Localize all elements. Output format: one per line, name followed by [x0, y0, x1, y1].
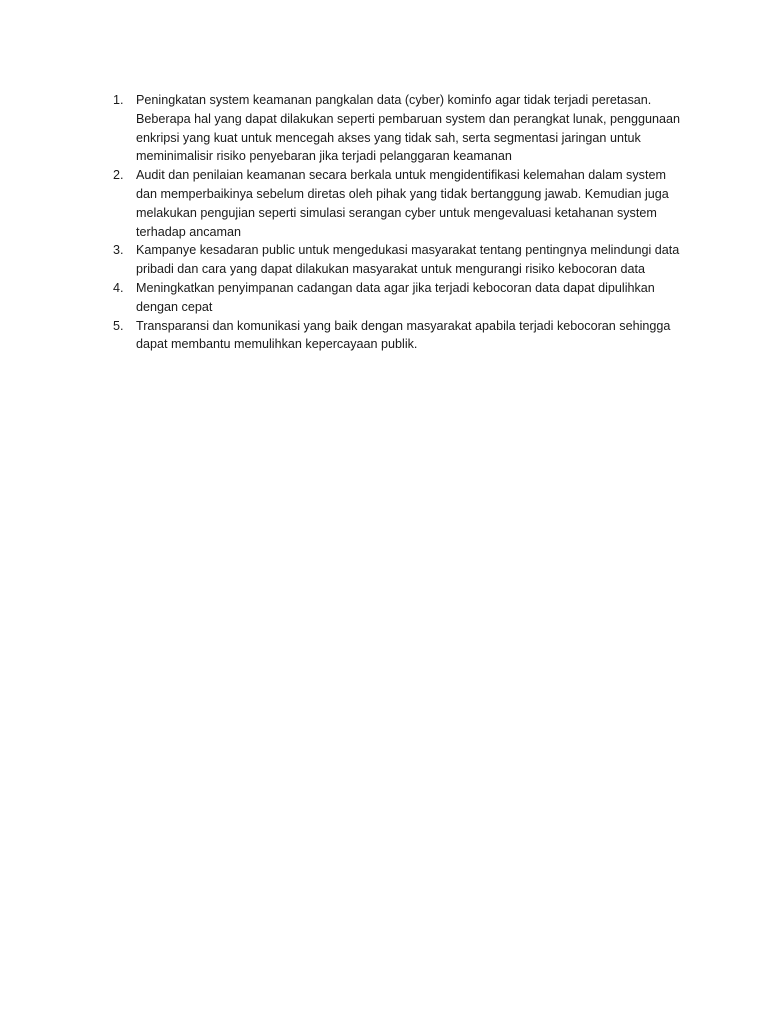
list-item-text: Kampanye kesadaran public untuk mengedukasi masyarakat tentang pentingnya melindungi data pribadi dan cara yang dapat dilakukan masyarakat untuk mengurangi risiko kebocoran data: [136, 243, 680, 277]
list-item-number: 5.: [113, 318, 124, 333]
list-item: [0, 166, 768, 241]
list-item-text: Meningkatkan penyimpanan cadangan data agar jika terjadi kebocoran data dapat dipulihkan dengan cepat: [136, 280, 655, 314]
list-item: [0, 91, 768, 166]
list-item-text: Transparansi dan komunikasi yang baik dengan masyarakat apabila terjadi kebocoran sehingga dapat membantu memulihkan kepercayaan publik.: [136, 318, 671, 352]
list-item: [0, 279, 768, 317]
list-item-number: 4.: [113, 280, 124, 295]
list-item: [0, 317, 768, 355]
list-item-text: Peningkatan system keamanan pangkalan data (cyber) kominfo agar tidak terjadi peretasan. Beberapa hal yang dapat dilakukan seperti pembaruan system dan perangkat lunak, penggunaan enkripsi yang kuat untuk mencegah akses yang tidak sah, serta segmentasi jaringan untuk meminimalisir risiko penyebaran jika terjadi pelanggaran keamanan: [136, 93, 681, 164]
list-item: [0, 241, 768, 279]
list-item-number: 1.: [113, 93, 124, 107]
list-item-number: 2.: [113, 168, 124, 183]
list-item-number: 3.: [113, 243, 124, 258]
numbered-list: [0, 91, 768, 354]
list-item-text: Audit dan penilaian keamanan secara berkala untuk mengidentifikasi kelemahan dalam system dan memperbaikinya sebelum diretas oleh pihak yang tidak bertanggung jawab. Kemudian juga melakukan pengujian seperti simulasi serangan cyber untuk mengevaluasi ketahanan system terhadap ancaman: [136, 168, 669, 239]
